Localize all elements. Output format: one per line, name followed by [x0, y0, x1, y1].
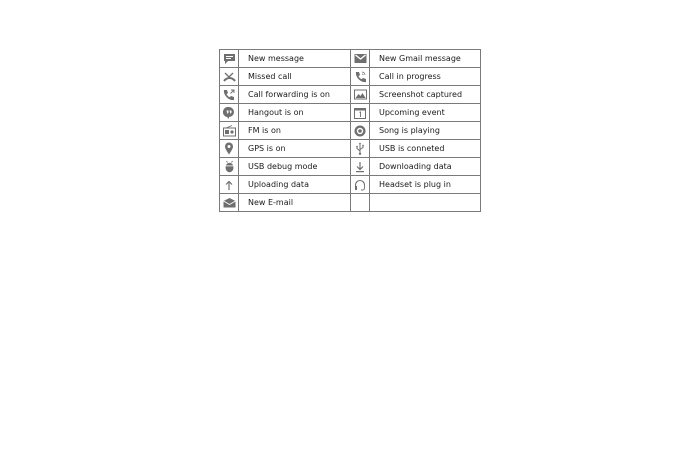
row-label: Downloading data [370, 158, 481, 176]
row-label: New Gmail message [370, 50, 481, 68]
table-row [220, 86, 481, 104]
download-icon [351, 158, 370, 176]
table-row [220, 176, 481, 194]
table-row [220, 140, 481, 158]
call-forwarding-icon [220, 86, 239, 104]
row-label: Screenshot captured [370, 86, 481, 104]
row-label: Uploading data [239, 176, 351, 194]
song-playing-icon [351, 122, 370, 140]
screenshot-icon [351, 86, 370, 104]
headset-icon [351, 176, 370, 194]
upload-icon [220, 176, 239, 194]
message-icon [220, 50, 239, 68]
table-row [220, 50, 481, 68]
row-label: Hangout is on [239, 104, 351, 122]
usb-debug-icon [220, 158, 239, 176]
table-row [220, 104, 481, 122]
table-row [220, 194, 481, 212]
row-label: GPS is on [239, 140, 351, 158]
row-label: Upcoming event [370, 104, 481, 122]
row-label: USB is conneted [370, 140, 481, 158]
email-icon [220, 194, 239, 212]
row-label: Missed call [239, 68, 351, 86]
row-label: FM is on [239, 122, 351, 140]
gps-icon [220, 140, 239, 158]
row-label: New E-mail [239, 194, 351, 212]
row-label: Headset is plug in [370, 176, 481, 194]
row-label: Song is playing [370, 122, 481, 140]
row-label: New message [239, 50, 351, 68]
calendar-icon [351, 104, 370, 122]
missed-call-icon [220, 68, 239, 86]
row-label: Call forwarding is on [239, 86, 351, 104]
usb-icon [351, 140, 370, 158]
gmail-icon [351, 50, 370, 68]
call-in-progress-icon [351, 68, 370, 86]
empty-icon-cell [351, 194, 370, 212]
notification-icons-table [219, 49, 481, 212]
hangout-icon [220, 104, 239, 122]
table-row [220, 68, 481, 86]
empty-label-cell [370, 194, 481, 212]
fm-radio-icon [220, 122, 239, 140]
row-label: Call in progress [370, 68, 481, 86]
row-label: USB debug mode [239, 158, 351, 176]
table-row [220, 158, 481, 176]
table-row [220, 122, 481, 140]
